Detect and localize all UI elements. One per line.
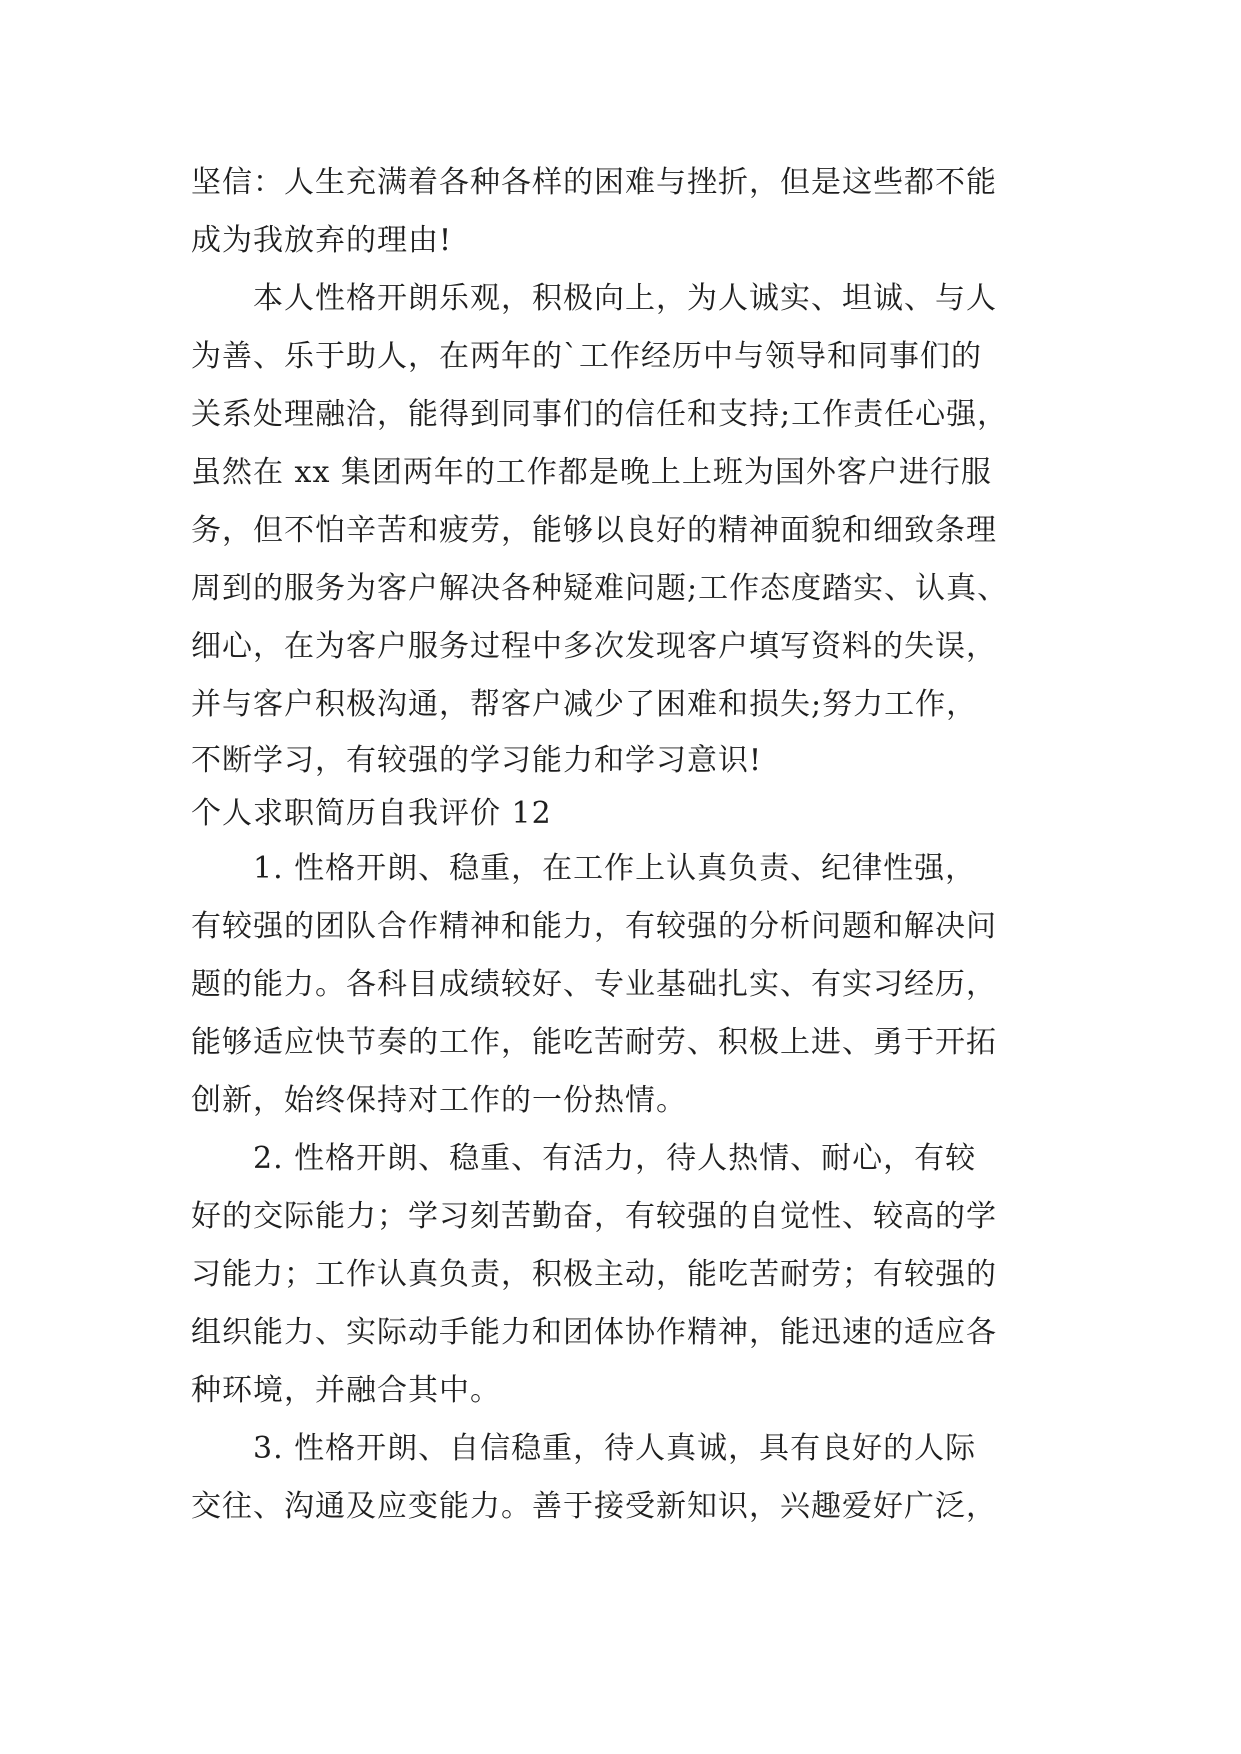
text-line: 为善、乐于助人，在两年的`工作经历中与领导和同事们的 [191, 339, 982, 374]
text-line: 习能力；工作认真负责，积极主动，能吃苦耐劳；有较强的 [191, 1257, 997, 1292]
text-line: 周到的服务为客户解决各种疑难问题;工作态度踏实、认真、 [191, 571, 1009, 606]
text-line: 关系处理融洽，能得到同事们的信任和支持;工作责任心强， [191, 397, 1009, 432]
list-item-3-start: 3. 性格开朗、自信稳重，待人真诚，具有良好的人际 [253, 1431, 977, 1466]
text-line: 并与客户积极沟通，帮客户减少了困难和损失;努力工作， [191, 687, 978, 722]
text-line: 虽然在 xx 集团两年的工作都是晚上上班为国外客户进行服 [191, 455, 992, 490]
section-heading: 个人求职简历自我评价 12 [191, 796, 552, 831]
document-body [191, 154, 1061, 1536]
text-line: 务，但不怕辛苦和疲劳，能够以良好的精神面貌和细致条理 [191, 513, 997, 548]
text-line: 有较强的团队合作精神和能力，有较强的分析问题和解决问 [191, 909, 997, 944]
text-line: 能够适应快节奏的工作，能吃苦耐劳、积极上进、勇于开拓 [191, 1025, 997, 1060]
text-line: 成为我放弃的理由! [191, 223, 453, 258]
text-line: 坚信：人生充满着各种各样的困难与挫折，但是这些都不能 [191, 165, 997, 200]
text-line: 不断学习，有较强的学习能力和学习意识! [191, 743, 763, 778]
text-line: 细心，在为客户服务过程中多次发现客户填写资料的失误， [191, 629, 997, 664]
text-line: 创新，始终保持对工作的一份热情。 [191, 1083, 687, 1118]
text-line: 题的能力。各科目成绩较好、专业基础扎实、有实习经历， [191, 967, 997, 1002]
paragraph-start: 本人性格开朗乐观，积极向上，为人诚实、坦诚、与人 [253, 281, 997, 316]
text-line: 组织能力、实际动手能力和团体协作精神，能迅速的适应各 [191, 1315, 997, 1350]
text-line: 交往、沟通及应变能力。善于接受新知识，兴趣爱好广泛， [191, 1489, 997, 1524]
text-line: 好的交际能力；学习刻苦勤奋，有较强的自觉性、较高的学 [191, 1199, 997, 1234]
list-item-1-start: 1. 性格开朗、稳重，在工作上认真负责、纪律性强， [253, 851, 977, 886]
list-item-2-start: 2. 性格开朗、稳重、有活力，待人热情、耐心，有较 [253, 1141, 977, 1176]
text-line: 种环境，并融合其中。 [191, 1373, 501, 1408]
